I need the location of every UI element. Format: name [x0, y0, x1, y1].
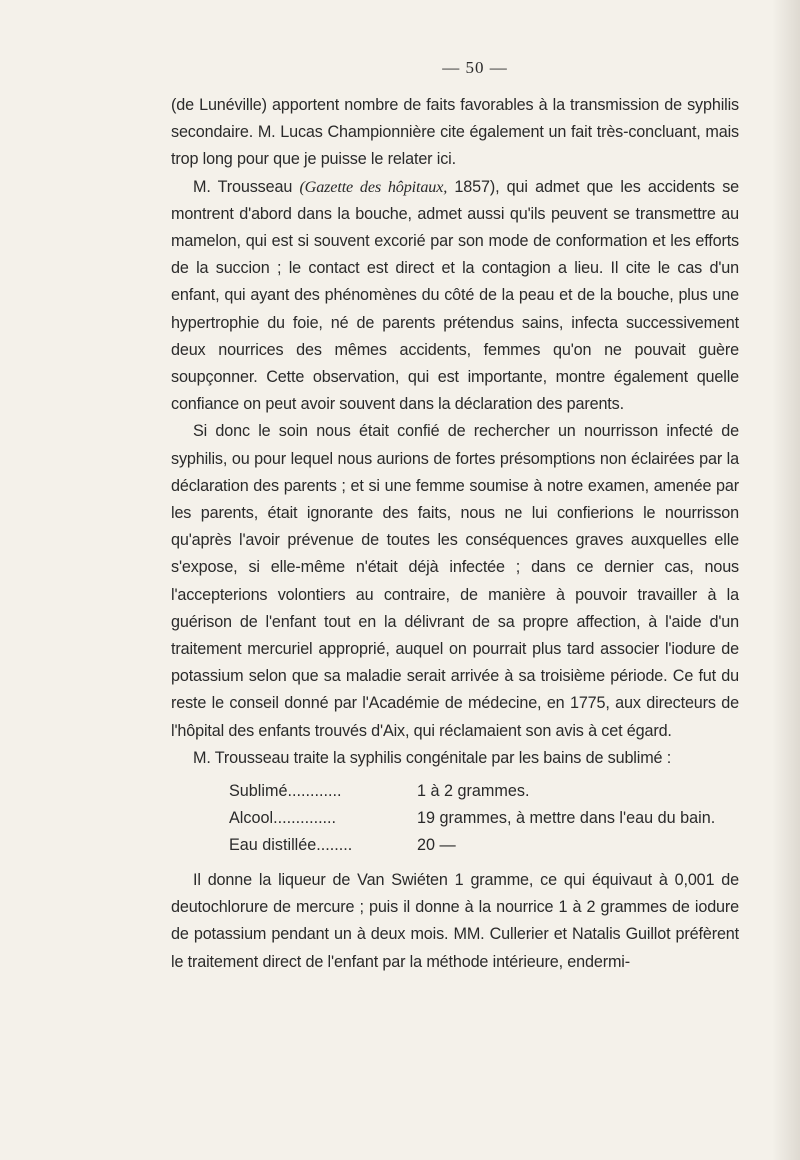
page-number: — 50 —: [442, 58, 508, 77]
paragraph-4: M. Trousseau traite la syphilis congénitale par les bains de sublimé :: [193, 748, 672, 767]
formula-ingredient: Sublimé............: [229, 782, 342, 801]
formula-table: [229, 778, 715, 859]
formula-quantity: 20 —: [417, 836, 456, 855]
formula-quantity: 1 à 2 grammes.: [417, 782, 530, 801]
formula-ingredient: Alcool..............: [229, 809, 337, 828]
paragraph-5: Il donne la liqueur de Van Swiéten 1 gramme, ce qui équivaut à 0,001 de deutochlorure de mercure ; puis il donne à la nourrice 1 à 2 grammes de iodure de potassium pendant un à deux mois. MM. Cullerier et Natalis Guillot préfèrent le traitement direct de l'enfant par la méthode intérieure, endermi-: [171, 871, 739, 971]
paragraph-2-text: 1857), qui admet que les accidents se montrent d'abord dans la bouche, admet aussi qu'ils peuvent se transmettre au mamelon, qui est si souvent excorié par son mode de conformation et les efforts de la succion ; le contact est direct et la contagion a lieu. Il cite le cas d'un enfant, qui ayant des phénomènes du côté de la peau et de la bouche, plus une hypertrophie du foie, né de parents prétendus sains, infecta successivement deux nourrices des mêmes accidents, femmes qu'on ne pouvait guère soupçonner. Cette observation, qui est importante, montre également quelle confiance on peut avoir souvent dans la déclaration des parents.: [171, 177, 739, 414]
paragraph-3: Si donc le soin nous était confié de rechercher un nourrisson infecté de syphilis, ou pour lequel nous aurions de fortes présomptions non éclairées par la déclaration des parents ; et si une femme soumise à notre examen, amenée par les parents, était ignorante des faits, nous ne lui confierions le nourrisson qu'après l'avoir prévenue de toutes les conséquences graves auxquelles elle s'expose, si elle-même n'était déjà infectée ; dans ce dernier cas, nous l'accepterions volontiers au contraire, de manière à pouvoir travailler à la guérison de l'enfant tout en la délivrant de sa propre affection, à l'aide d'un traitement mercuriel approprié, auquel on pourrait plus tard associer l'iodure de potassium selon que sa maladie serait arrivée à sa troisième période. Ce fut du reste le conseil donné par l'Académie de médecine, en 1775, aux directeurs de l'hôpital des enfants trouvés d'Aix, qui réclamaient son avis à cet égard.: [171, 422, 739, 740]
document-page: [171, 58, 739, 976]
formula-row: [229, 778, 715, 805]
citation: (Gazette des hôpitaux,: [299, 177, 448, 196]
author-name: M. Trousseau: [193, 177, 300, 196]
formula-quantity: 19 grammes, à mettre dans l'eau du bain.: [417, 809, 716, 828]
page-edge-shadow: [772, 0, 800, 1160]
formula-ingredient: Eau distillée........: [229, 836, 353, 855]
paragraph-1: (de Lunéville) apportent nombre de faits favorables à la transmission de syphilis secondaire. M. Lucas Championnière cite également un fait très-concluant, mais trop long pour que je puisse le relater ici.: [171, 96, 739, 169]
formula-row: [229, 805, 715, 832]
formula-row: [229, 832, 715, 859]
paragraph-2: [171, 174, 739, 419]
